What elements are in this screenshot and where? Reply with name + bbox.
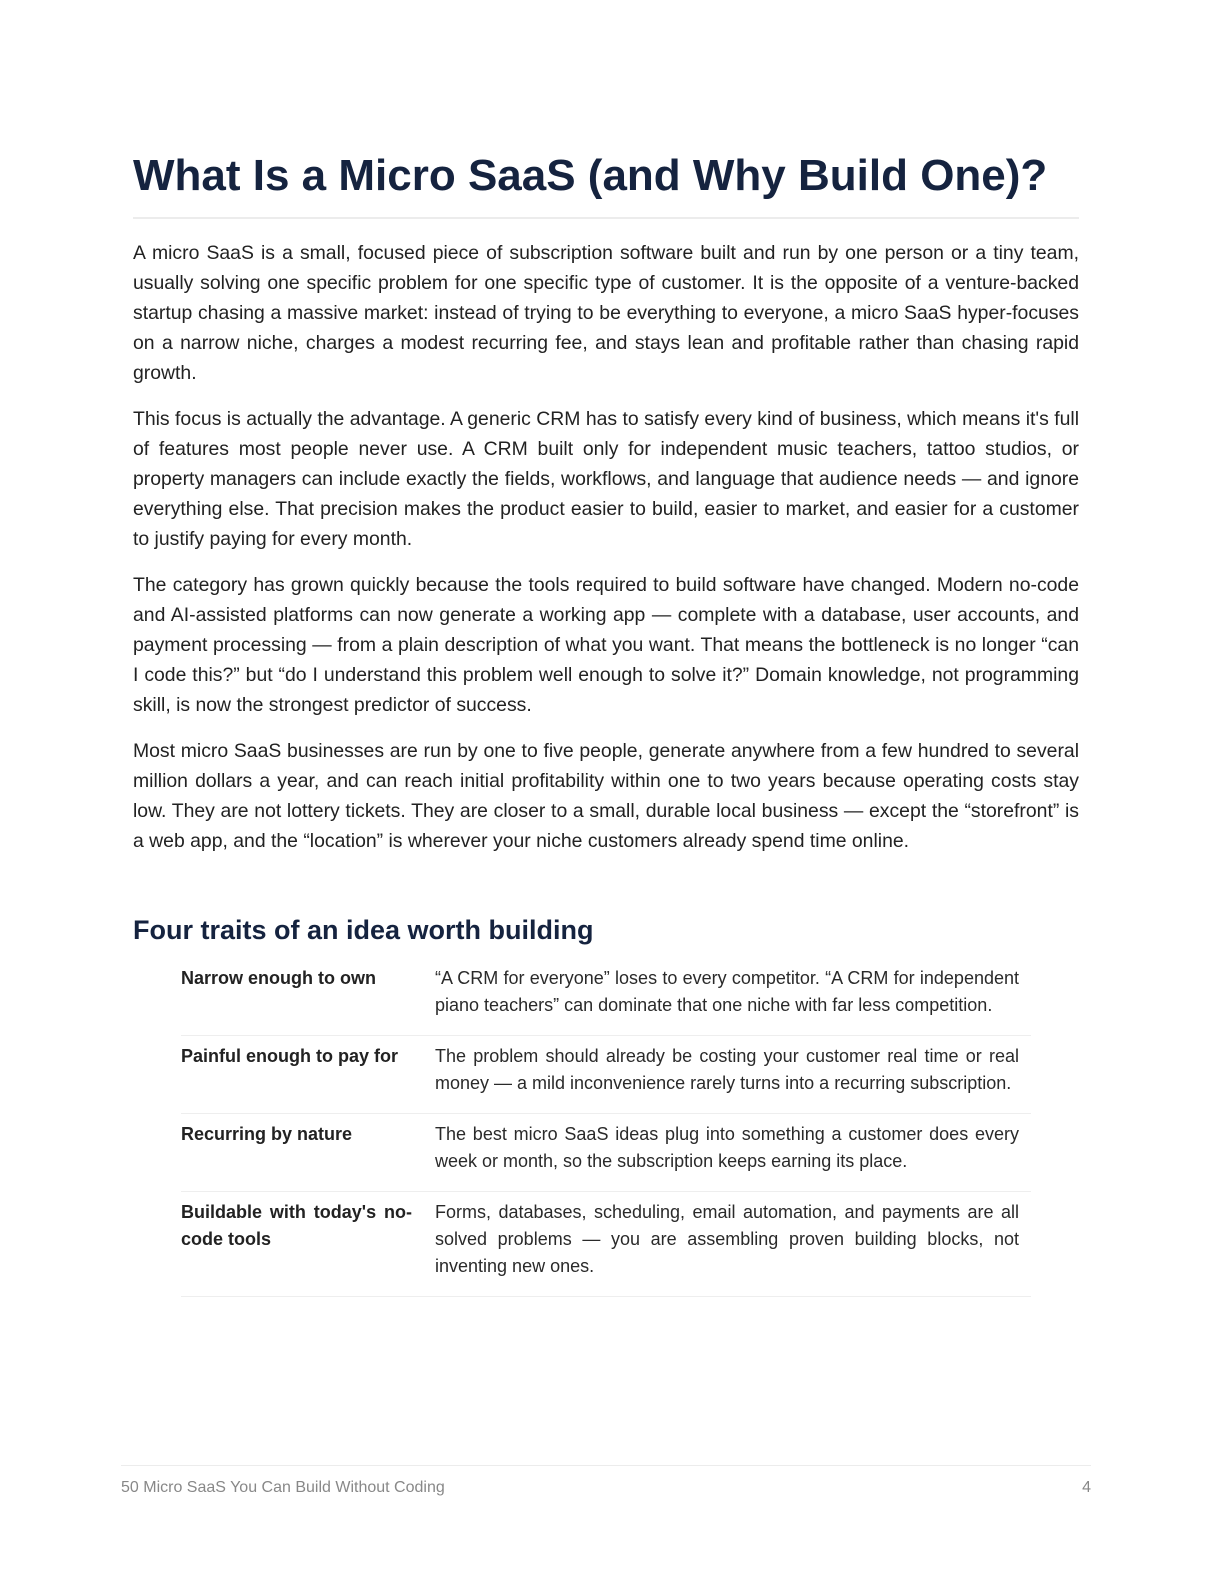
page-content: [133, 148, 1079, 1297]
body-text: [133, 238, 1079, 856]
table-row: [181, 1036, 1031, 1114]
table-row: [181, 1192, 1031, 1297]
trait-name: Buildable with today's no-code tools: [181, 1192, 435, 1297]
trait-description: “A CRM for everyone” loses to every competitor. “A CRM for independent piano teachers” can dominate that one niche with far less competition.: [435, 965, 1031, 1036]
trait-name: Recurring by nature: [181, 1114, 435, 1192]
paragraph: Most micro SaaS businesses are run by one to five people, generate anywhere from a few hundred to several million dollars a year, and can reach initial profitability within one to two years because operating costs stay low. They are not lottery tickets. They are closer to a small, durable local business — except the “storefront” is a web app, and the “location” is wherever your niche customers already spend time online.: [133, 740, 1079, 852]
paragraph: A micro SaaS is a small, focused piece of subscription software built and run by one person or a tiny team, usually solving one specific problem for one specific type of customer. It is the opposite of a venture-backed startup chasing a massive market: instead of trying to be everything to everyone, a micro SaaS hyper-focuses on a narrow niche, charges a modest recurring fee, and stays lean and profitable rather than chasing rapid growth.: [133, 242, 1079, 384]
footer-book-title: 50 Micro SaaS You Can Build Without Coding: [121, 1479, 445, 1496]
traits-table: [181, 965, 1031, 1297]
page-number: 4: [1082, 1479, 1091, 1496]
table-row: [181, 965, 1031, 1036]
paragraph: This focus is actually the advantage. A generic CRM has to satisfy every kind of business, which means it's full of features most people never use. A CRM built only for independent music teachers, tattoo studios, or property managers can include exactly the fields, workflows, and language that audience needs — and ignore everything else. That precision makes the product easier to build, easier to market, and easier for a customer to justify paying for every month.: [133, 408, 1079, 550]
section-heading: Four traits of an idea worth building: [133, 915, 594, 945]
trait-description: The best micro SaaS ideas plug into something a customer does every week or month, so the subscription keeps earning its place.: [435, 1114, 1031, 1192]
trait-description: The problem should already be costing your customer real time or real money — a mild inconvenience rarely turns into a recurring subscription.: [435, 1036, 1031, 1114]
trait-description: Forms, databases, scheduling, email automation, and payments are all solved problems — you are assembling proven building blocks, not inventing new ones.: [435, 1192, 1031, 1297]
trait-name: Painful enough to pay for: [181, 1036, 435, 1114]
trait-name: Narrow enough to own: [181, 965, 435, 1036]
page-footer: [121, 1465, 1091, 1497]
page-title: What Is a Micro SaaS (and Why Build One)?: [133, 148, 1079, 219]
paragraph: The category has grown quickly because the tools required to build software have changed. Modern no-code and AI-assisted platforms can now generate a working app — complete with a database, user accounts, and payment processing — from a plain description of what you want. That means the bottleneck is no longer “can I code this?” but “do I understand this problem well enough to solve it?” Domain knowledge, not programming skill, is now the strongest predictor of success.: [133, 574, 1079, 716]
table-row: [181, 1114, 1031, 1192]
